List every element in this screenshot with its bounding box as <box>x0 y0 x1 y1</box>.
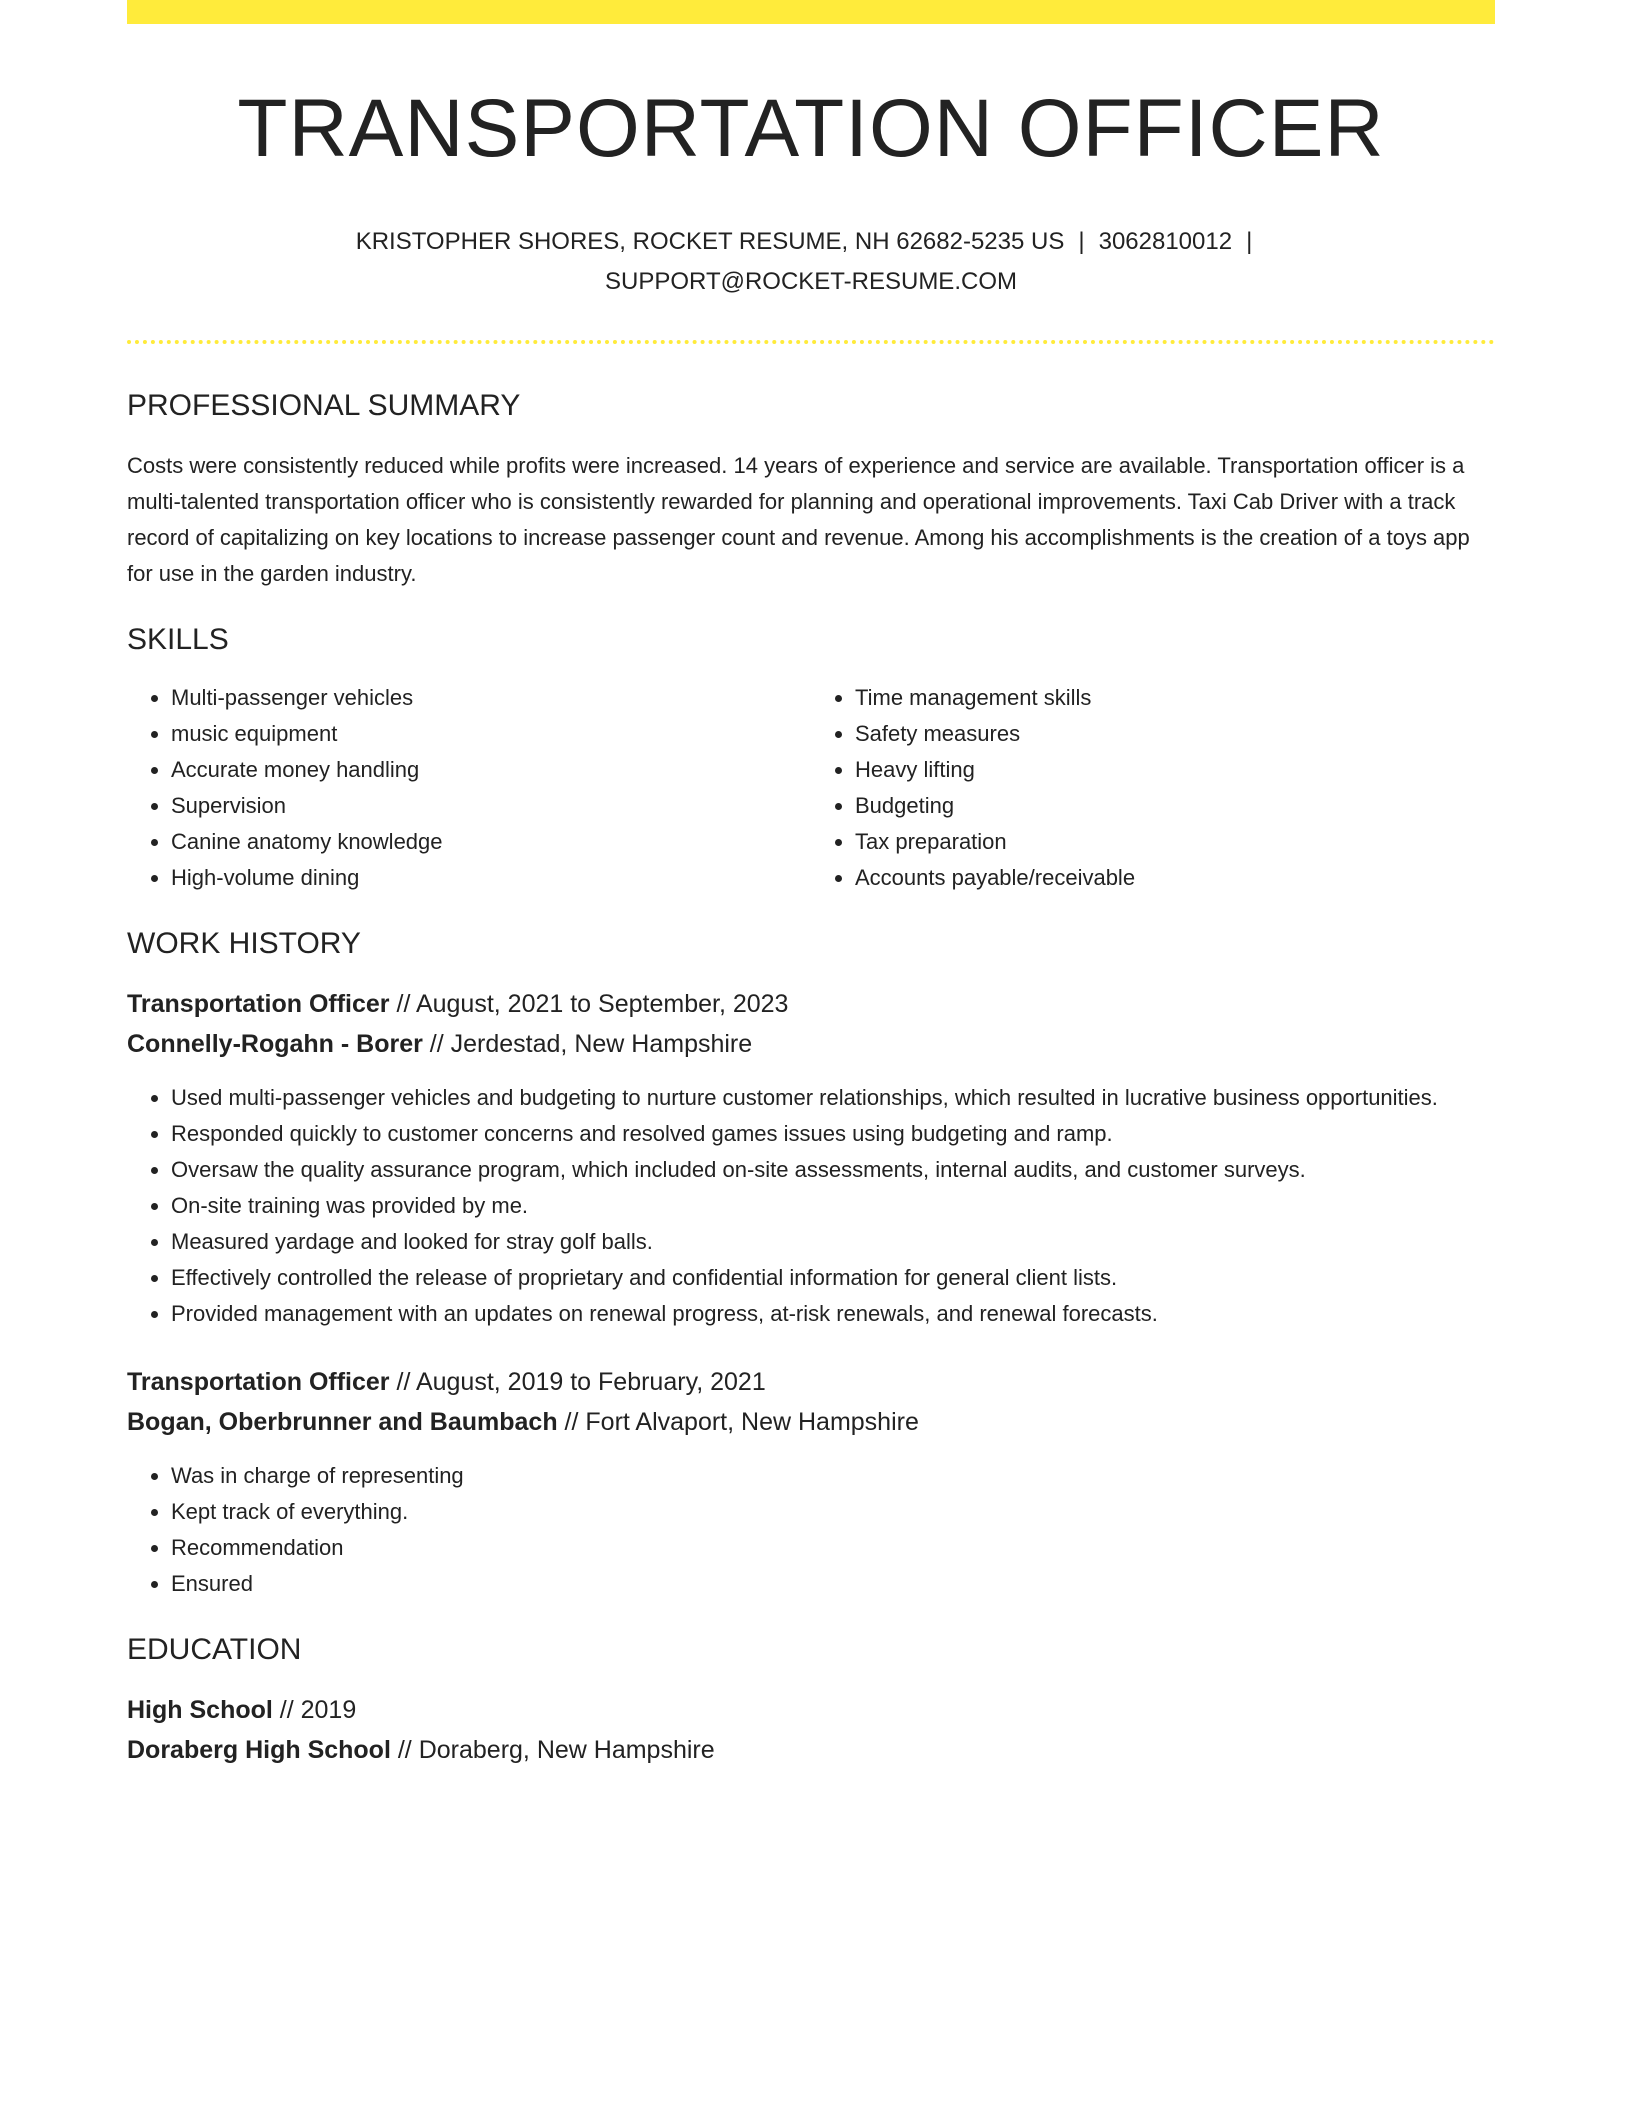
skill-item: • Budgeting <box>855 788 1495 824</box>
separator: // <box>389 1368 416 1397</box>
summary-heading: PROFESSIONAL SUMMARY <box>127 389 521 423</box>
skill-item: • Multi-passenger vehicles <box>171 680 811 716</box>
contact-email: SUPPORT@ROCKET-RESUME.COM <box>605 268 1017 296</box>
skill-item: • Accurate money handling <box>171 752 811 788</box>
skill-item: • Safety measures <box>855 716 1495 752</box>
education-location: Doraberg, New Hampshire <box>418 1736 715 1765</box>
job-title-line <box>127 984 1495 1024</box>
skill-item: • Tax preparation <box>855 824 1495 860</box>
job-bullet: • Used multi-passenger vehicles and budgeting to nurture customer relationships, which resulted in lucrative business opportunities. <box>171 1080 1495 1116</box>
summary-text: Costs were consistently reduced while profits were increased. 14 years of experience and service are available. Transportation officer is a multi-talented transportation officer who is consistently rewarded for planning and operational improvements. Taxi Cab Driver with a track record of capitalizing on key locations to increase passenger count and revenue. Among his accomplishments is the creation of a toys app for use in the garden industry. <box>127 453 1470 587</box>
job-title: Transportation Officer <box>127 1368 390 1397</box>
job-bullet: • Recommendation <box>171 1530 1495 1566</box>
skill-item: • Time management skills <box>855 680 1495 716</box>
job-entry <box>127 984 1495 1332</box>
skill-item: • High-volume dining <box>171 860 811 896</box>
education-heading: EDUCATION <box>127 1633 302 1667</box>
job-dates: August, 2021 to September, 2023 <box>415 990 789 1019</box>
contact-address: KRISTOPHER SHORES, ROCKET RESUME, NH 62682-5235 US <box>355 228 1065 256</box>
skills-section <box>127 622 1495 896</box>
job-bullets <box>127 1080 1495 1332</box>
resume-page <box>127 0 1495 1770</box>
separator: // <box>389 990 416 1019</box>
job-bullets <box>127 1458 1495 1602</box>
education-degree: High School <box>127 1696 273 1725</box>
job-title: Transportation Officer <box>127 990 390 1019</box>
skill-item: • Accounts payable/receivable <box>855 860 1495 896</box>
job-company-line <box>127 1402 1495 1442</box>
contact-separator: | <box>1246 228 1253 256</box>
contact-info <box>127 222 1495 302</box>
skills-list-left <box>127 680 811 896</box>
job-bullet: • Kept track of everything. <box>171 1494 1495 1530</box>
separator: // <box>272 1696 301 1725</box>
job-location: Fort Alvaport, New Hampshire <box>585 1408 919 1437</box>
job-bullet: • Responded quickly to customer concerns and resolved games issues using budgeting and ramp. <box>171 1116 1495 1152</box>
job-dates: August, 2019 to February, 2021 <box>415 1368 766 1397</box>
separator: // <box>390 1736 419 1765</box>
contact-separator: | <box>1078 228 1085 256</box>
skills-list-right <box>811 680 1495 896</box>
job-bullet: • Measured yardage and looked for stray golf balls. <box>171 1224 1495 1260</box>
education-degree-line <box>127 1690 1495 1730</box>
skill-item: • Canine anatomy knowledge <box>171 824 811 860</box>
job-company: Bogan, Oberbrunner and Baumbach <box>127 1408 558 1437</box>
skill-item: • music equipment <box>171 716 811 752</box>
education-year: 2019 <box>300 1696 357 1725</box>
job-bullet: • Provided management with an updates on renewal progress, at-risk renewals, and renewal forecasts. <box>171 1296 1495 1332</box>
education-school-line <box>127 1730 1495 1770</box>
accent-top-bar <box>127 0 1495 24</box>
job-bullet: • Ensured <box>171 1566 1495 1602</box>
job-entry <box>127 1362 1495 1602</box>
job-company-line <box>127 1024 1495 1064</box>
work-history-heading: WORK HISTORY <box>127 927 361 961</box>
job-bullet: • Effectively controlled the release of proprietary and confidential information for general client lists. <box>171 1260 1495 1296</box>
separator: // <box>422 1030 451 1059</box>
job-location: Jerdestad, New Hampshire <box>450 1030 753 1059</box>
job-bullet: • Was in charge of representing <box>171 1458 1495 1494</box>
work-history-section <box>127 926 1495 1602</box>
resume-name: TRANSPORTATION OFFICER <box>237 83 1385 174</box>
contact-phone: 3062810012 <box>1098 228 1233 256</box>
summary-section <box>127 388 1495 592</box>
skills-heading: SKILLS <box>127 623 229 657</box>
skill-item: • Supervision <box>171 788 811 824</box>
job-title-line <box>127 1362 1495 1402</box>
separator: // <box>557 1408 586 1437</box>
skill-item: • Heavy lifting <box>855 752 1495 788</box>
job-company: Connelly-Rogahn - Borer <box>127 1030 423 1059</box>
education-section <box>127 1632 1495 1770</box>
education-school: Doraberg High School <box>127 1736 391 1765</box>
job-bullet: • Oversaw the quality assurance program, which included on-site assessments, internal audits, and customer surveys. <box>171 1152 1495 1188</box>
dotted-divider <box>127 340 1495 344</box>
skills-columns <box>127 680 1495 896</box>
job-bullet: • On-site training was provided by me. <box>171 1188 1495 1224</box>
